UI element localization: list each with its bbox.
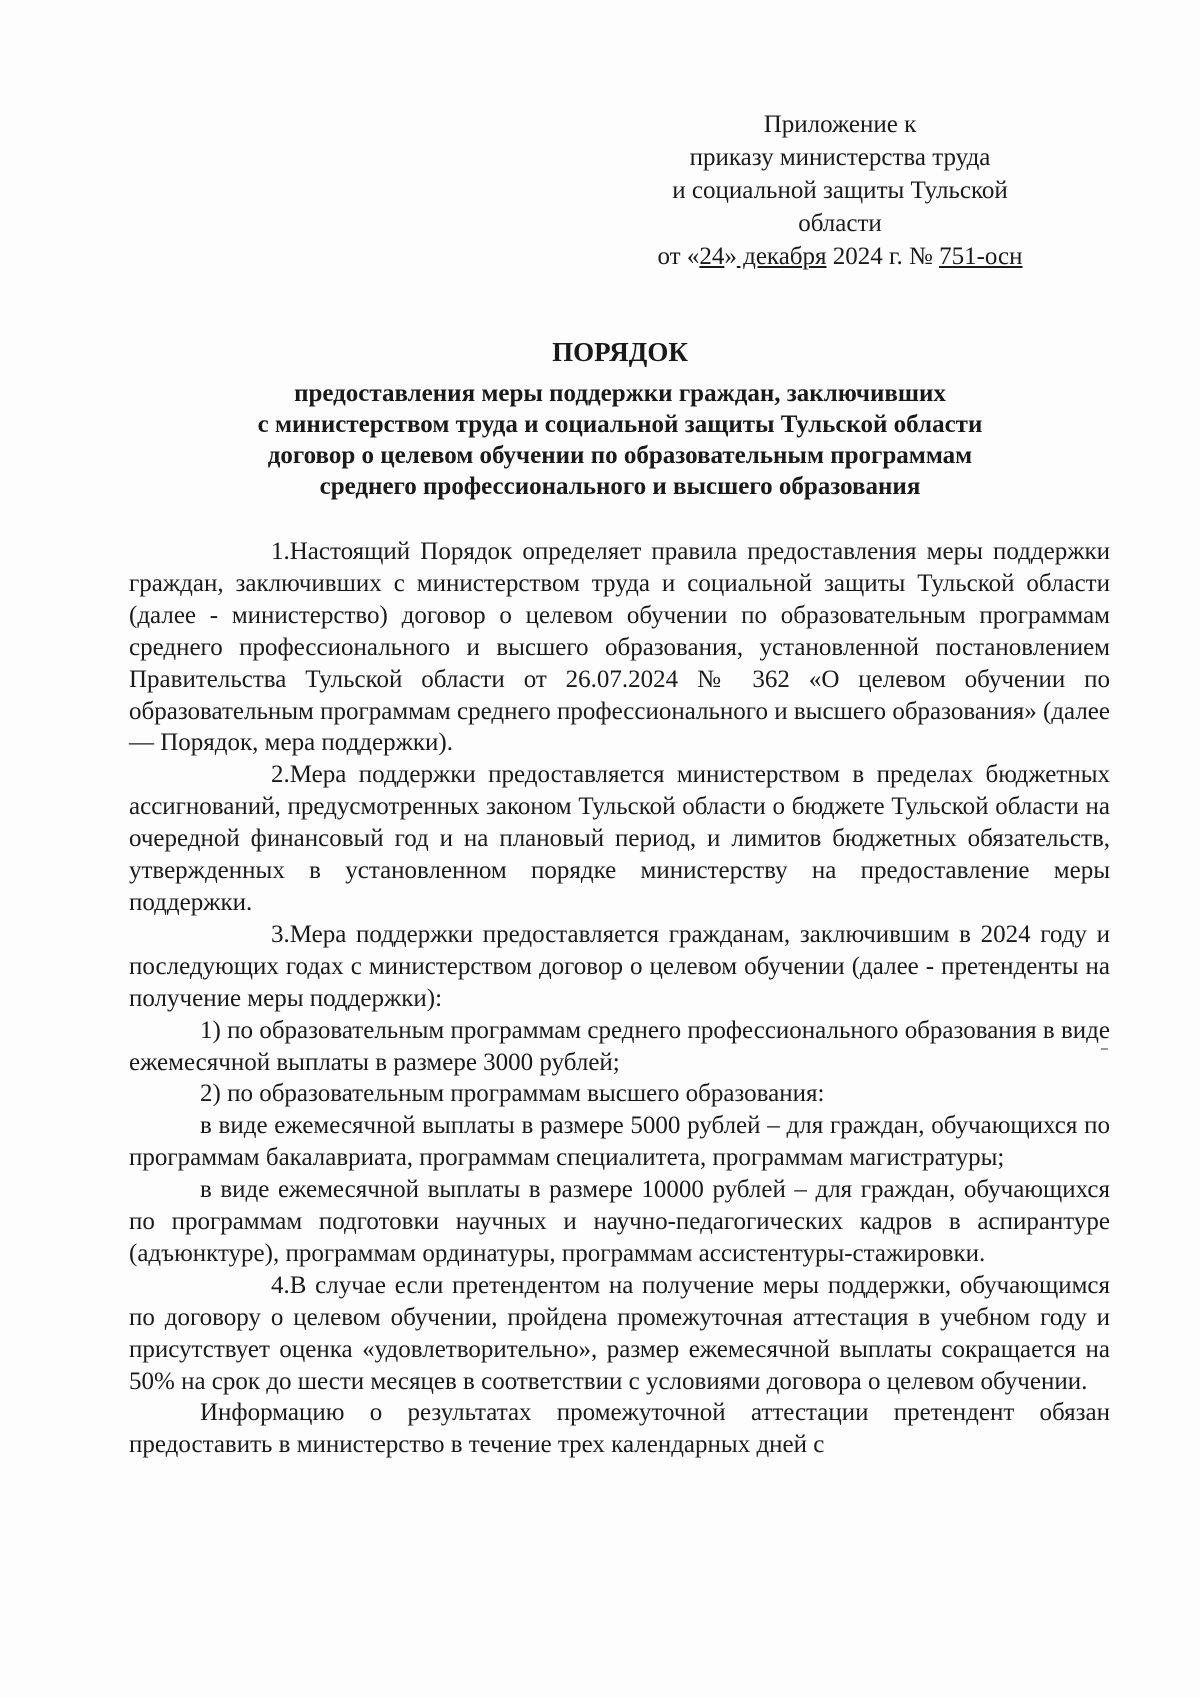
paragraph-text: Настоящий Порядок определяет правила предоставления меры поддержки граждан, заключивших с министерством труда и социальной защиты Тульской области (далее - министерство) договор о целевом обучении по образовательным программам среднего профессионального и высшего образования, установленной постановлением Правительства Тульской области от 26.07.2024 № 362 «О целевом обучении по образовательным программам среднего профессионального и высшего образования» (далее — Порядок, мера поддержки). [129,538,1110,757]
paragraph [129,759,1110,919]
paragraph-text: 1) по образовательным программам среднего профессионального образования в виде ежемесячной выплаты в размере 3000 рублей; [129,1016,1110,1076]
document-body [129,536,1110,1461]
appendix-date-line [600,240,1080,273]
date-day: 24 [699,243,725,270]
paragraph-number: 4. [271,1271,290,1299]
date-month: декабря [736,243,827,270]
paragraph [129,1110,1110,1174]
paragraph [129,536,1110,759]
paragraph-number: 3. [271,920,290,948]
order-number: 751-осн [939,243,1023,270]
paragraph [129,1078,1110,1110]
paragraph-number: 2. [271,761,290,789]
appendix-line: области [798,210,882,237]
date-quote: » [724,243,737,270]
title-subline: договор о целевом обучении по образовательным программам [267,442,973,469]
paragraph-text: в виде ежемесячной выплаты в размере 10000 рублей – для граждан, обучающихся по программам подготовки научных и научно-педагогических кадров в аспирантуре (адъюнктуре), программам ординатуры, программам ассистентуры-стажировки. [129,1176,1110,1267]
paragraph-text: 2) по образовательным программам высшего образования: [200,1080,825,1108]
paragraph-text: В случае если претендентом на получение меры поддержки, обучающимся по договору о целевом обучении, пройдена промежуточная аттестация в учебном году и присутствует оценка «удовлетворительно», размер ежемесячной выплаты сокращается на 50% на срок до шести месяцев в соответствии с условиями договора о целевом обучении. [129,1271,1110,1395]
scan-artifact [1101,1048,1108,1050]
paragraph-number: 1. [271,538,290,565]
appendix-header [600,108,1080,273]
paragraph [129,1397,1110,1461]
appendix-line: Приложение к [763,111,917,138]
document-title [120,337,1120,502]
paragraph [129,1270,1110,1398]
title-subline: с министерством труда и социальной защиты Тульской области [257,411,983,438]
date-year: 2024 г. № [826,243,940,270]
appendix-line: приказу министерства труда [689,144,991,171]
title-heading: ПОРЯДОК [552,337,688,367]
appendix-line: и социальной защиты Тульской [672,177,1008,204]
title-subline: предоставления меры поддержки граждан, заключивших [294,380,946,407]
paragraph-text: Мера поддержки предоставляется гражданам, заключившим в 2024 году и последующих годах с министерством договор о целевом обучении (далее - претенденты на получение меры поддержки): [129,920,1110,1012]
paragraph [129,1174,1110,1270]
date-prefix: от « [657,243,700,270]
paragraph [129,919,1110,1015]
paragraph-text: Мера поддержки предоставляется министерством в пределах бюджетных ассигнований, предусмотренных законом Тульской области о бюджете Тульской области на очередной финансовый год и на плановый период, и лимитов бюджетных обязательств, утвержденных в установленном порядке министерству на предоставление меры поддержки. [129,761,1110,916]
paragraph-text: Информацию о результатах промежуточной аттестации претендент обязан предоставить в министерство в течение трех календарных дней с [129,1399,1110,1459]
paragraph [129,1015,1110,1079]
paragraph-text: в виде ежемесячной выплаты в размере 5000 рублей – для граждан, обучающихся по программам бакалавриата, программам специалитета, программам магистратуры; [129,1112,1110,1172]
title-subline: среднего профессионального и высшего образования [319,473,921,500]
